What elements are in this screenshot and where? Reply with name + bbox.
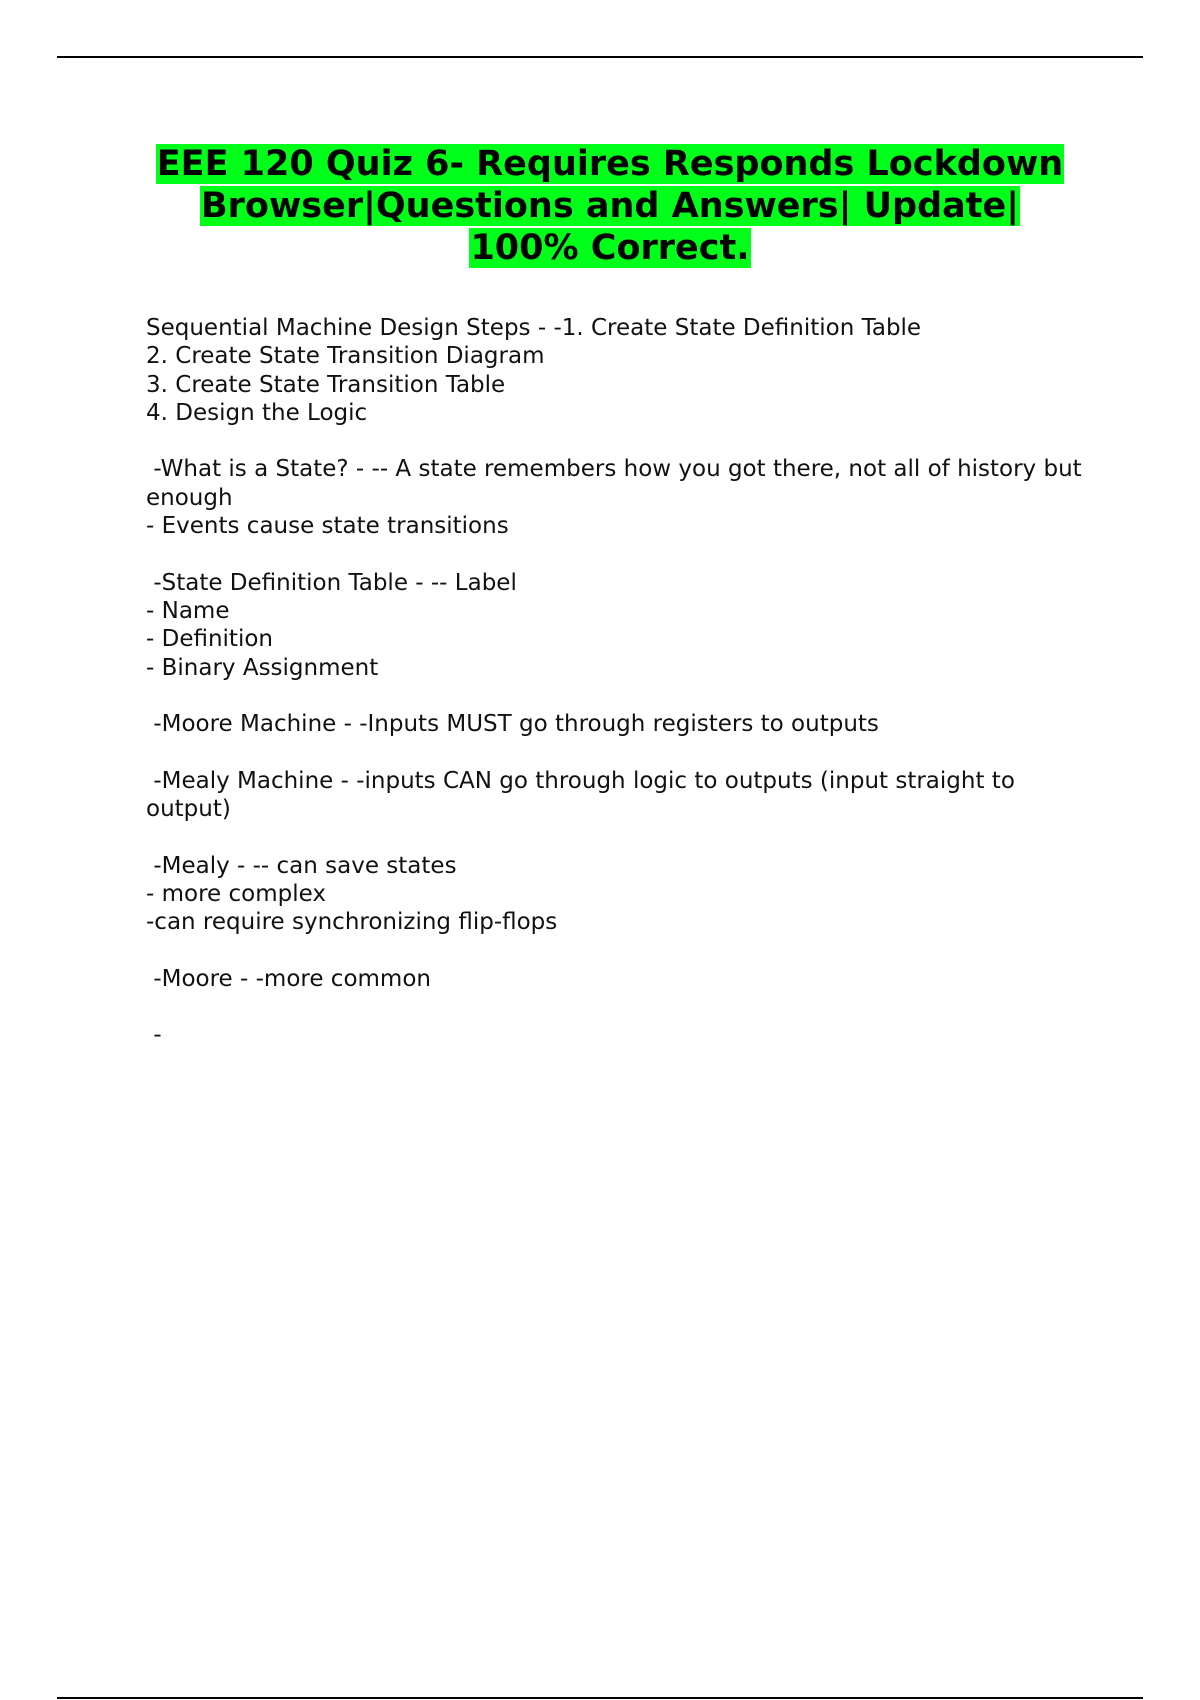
text-line: -Moore - -more common [146, 965, 431, 992]
text-line: - Name [146, 597, 230, 624]
title-highlight [156, 144, 1064, 268]
title-line-3: 100% Correct. [470, 228, 750, 268]
document-title [130, 143, 1090, 269]
text-line: 2. Create State Transition Diagram [146, 343, 545, 370]
title-line-2: Browser|Questions and Answers| Update| [200, 186, 1020, 226]
title-line-1: EEE 120 Quiz 6- Requires Responds Lockdown [156, 144, 1064, 184]
footer-rule [57, 1697, 1143, 1699]
header-rule [57, 56, 1143, 58]
text-line: -Mealy Machine - -inputs CAN go through logic to outputs (input straight to output) [146, 767, 1023, 823]
text-line: - Events cause state transitions [146, 513, 509, 540]
qa-block-state-definition-table [146, 569, 1096, 682]
qa-block-moore [146, 965, 1096, 993]
qa-block-moore-machine [146, 710, 1096, 738]
text-line: 4. Design the Logic [146, 399, 368, 426]
document-body [146, 314, 1096, 1078]
text-line: - [146, 1022, 162, 1049]
text-line: Sequential Machine Design Steps - -1. Create State Definition Table [146, 315, 922, 341]
text-line: - Binary Assignment [146, 654, 379, 681]
qa-block-mealy [146, 852, 1096, 937]
text-line: -State Definition Table - -- Label [146, 569, 517, 596]
qa-block-mealy-machine [146, 767, 1096, 824]
text-line: -Mealy - -- can save states [146, 852, 457, 879]
text-line: - more complex [146, 880, 326, 907]
text-line: -Moore Machine - -Inputs MUST go through registers to outputs [146, 711, 879, 738]
text-line: - Definition [146, 626, 273, 653]
qa-block-what-is-state [146, 455, 1096, 540]
text-line: 3. Create State Transition Table [146, 371, 506, 398]
text-line: -What is a State? - -- A state remembers how you got there, not all of history but enough [146, 456, 1089, 511]
text-line: -can require synchronizing flip-flops [146, 909, 558, 936]
qa-block-trailing [146, 1021, 1096, 1049]
qa-block-design-steps [146, 314, 1096, 427]
